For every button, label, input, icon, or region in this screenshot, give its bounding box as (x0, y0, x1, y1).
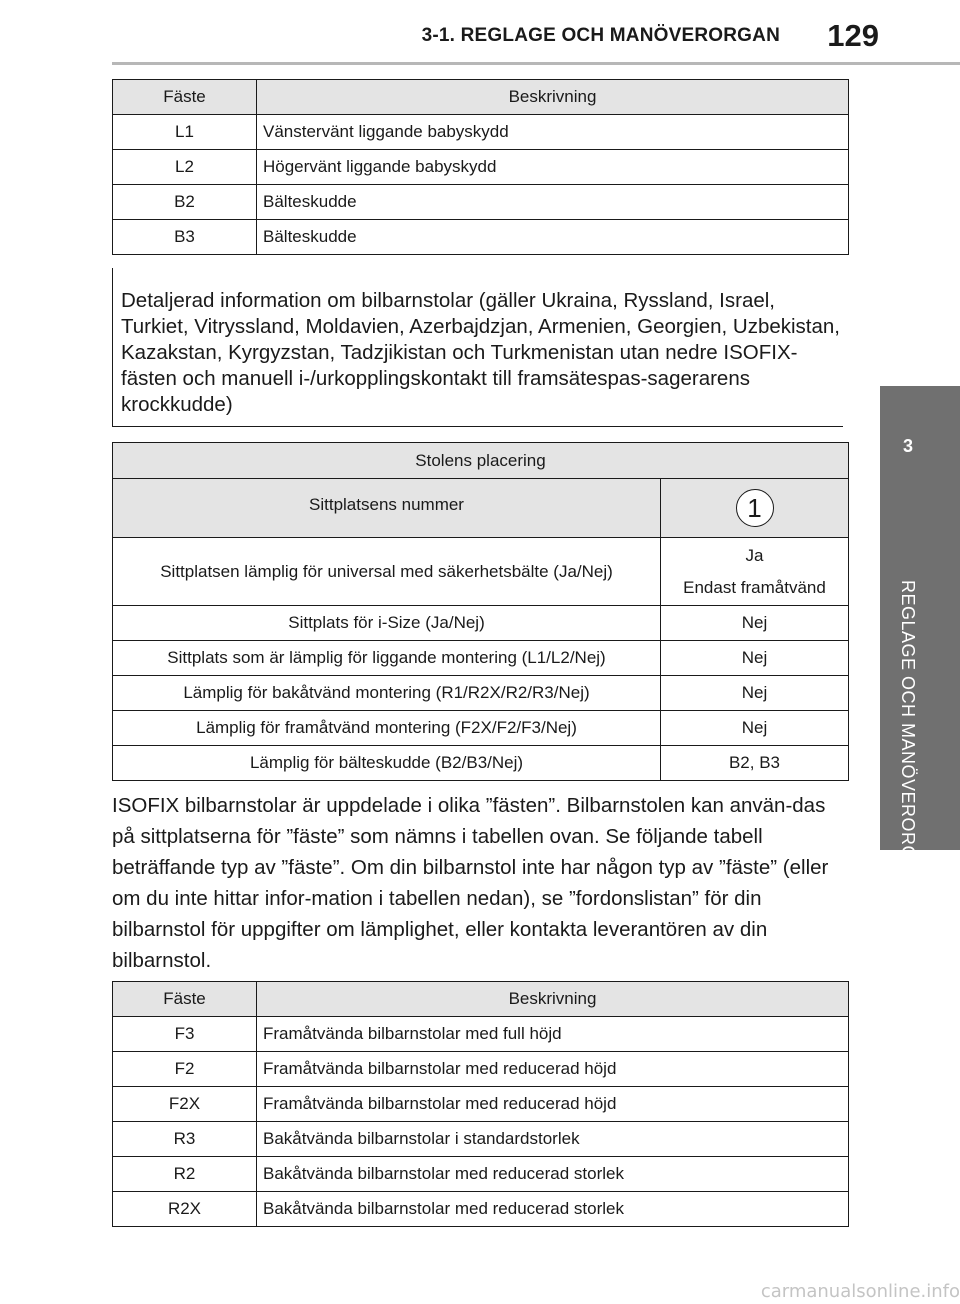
table-cell: Nej (661, 641, 849, 676)
seat-number-badge: 1 (736, 489, 774, 527)
page-header (0, 0, 960, 64)
watermark: carmanualsonline.info (760, 1281, 960, 1302)
table-cell: Lämplig för framåtvänd montering (F2X/F2/F3/Nej) (113, 711, 661, 746)
table-cell: Framåtvända bilbarnstolar med reducerad höjd (257, 1087, 849, 1122)
universal-value: Ja (745, 545, 764, 565)
table-cell: F2X (113, 1087, 257, 1122)
column-header: Beskrivning (257, 80, 849, 115)
page-number: 129 (827, 18, 879, 53)
table-row (113, 538, 849, 606)
table-header-row (113, 982, 849, 1017)
table-row (113, 479, 849, 538)
table-cell: Framåtvända bilbarnstolar med full höjd (257, 1017, 849, 1052)
table-cell: Nej (661, 606, 849, 641)
table-cell: Framåtvända bilbarnstolar med reducerad höjd (257, 1052, 849, 1087)
table-cell: R2X (113, 1192, 257, 1227)
table-row (113, 1087, 849, 1122)
table-row (113, 1017, 849, 1052)
seat-number-cell (661, 479, 849, 538)
table-cell: B2, B3 (661, 746, 849, 781)
table-cell: B3 (113, 220, 257, 255)
table-header-row (113, 80, 849, 115)
table-row (113, 1192, 849, 1227)
body-paragraph: ISOFIX bilbarnstolar är uppdelade i olika ”fästen”. Bilbarnstolen kan använ-das på sittplatserna för ”fäste” som nämns i tabellen ovan. Se följande tabell beträffande typ av ”fäste”. Om din bilbarnstol inte har någon typ av ”fäste” (eller om du inte hittar infor-mation i tabellen nedan), se ”fordonslistan” för din bilbarnstol för uppgifter om lämplighet, eller kontakta leverantören av din bilbarnstol. (112, 794, 829, 972)
table-cell: Sittplats för i-Size (Ja/Nej) (113, 606, 661, 641)
table-cell: Bakåtvända bilbarnstolar med reducerad storlek (257, 1157, 849, 1192)
table-cell: Bälteskudde (257, 220, 849, 255)
table-row (113, 220, 849, 255)
table-cell: R2 (113, 1157, 257, 1192)
table-cell: Lämplig för bälteskudde (B2/B3/Nej) (113, 746, 661, 781)
table-row (113, 185, 849, 220)
table-row (113, 746, 849, 781)
table-row (113, 443, 849, 479)
table-cell: Bälteskudde (257, 185, 849, 220)
table-cell: R3 (113, 1122, 257, 1157)
table-row (113, 641, 849, 676)
table-cell: Sittplatsen lämplig för universal med säkerhetsbälte (Ja/Nej) (113, 538, 661, 606)
column-header: Beskrivning (257, 982, 849, 1017)
table-cell: L1 (113, 115, 257, 150)
chapter-number: 3 (902, 436, 913, 456)
table-cell: Sittplats som är lämplig för liggande montering (L1/L2/Nej) (113, 641, 661, 676)
table-cell: Nej (661, 676, 849, 711)
seat-number-label: Sittplatsens nummer (113, 479, 661, 538)
table-cell: F2 (113, 1052, 257, 1087)
table-row (113, 676, 849, 711)
table-cell: B2 (113, 185, 257, 220)
table-cell: Nej (661, 711, 849, 746)
table-row (113, 1157, 849, 1192)
table-row (113, 711, 849, 746)
table-row (113, 150, 849, 185)
chapter-label: REGLAGE OCH MANÖVERORGAN (898, 580, 918, 887)
table-cell: Högervänt liggande babyskydd (257, 150, 849, 185)
seat-position-table (112, 442, 849, 781)
section-title: 3-1. REGLAGE OCH MANÖVERORGAN (421, 25, 780, 46)
table-cell: Vänstervänt liggande babyskydd (257, 115, 849, 150)
table-row (113, 115, 849, 150)
table-cell: L2 (113, 150, 257, 185)
table-row (113, 606, 849, 641)
table-cell: F3 (113, 1017, 257, 1052)
table-row (113, 1052, 849, 1087)
fixture-table-bottom (112, 981, 849, 1227)
info-box (112, 268, 843, 427)
table-cell (661, 538, 849, 606)
fixture-table-top (112, 79, 849, 255)
header-divider (112, 62, 960, 65)
table-cell: Bakåtvända bilbarnstolar i standardstorlek (257, 1122, 849, 1157)
universal-note: Endast framåtvänd (683, 577, 826, 597)
column-header: Fäste (113, 80, 257, 115)
table-cell: Lämplig för bakåtvänd montering (R1/R2X/R2/R3/Nej) (113, 676, 661, 711)
table-row (113, 1122, 849, 1157)
table-title-cell: Stolens placering (113, 443, 849, 479)
info-box-text: Detaljerad information om bilbarnstolar (gäller Ukraina, Ryssland, Israel, Turkiet, Vitryssland, Moldavien, Azerbajdzjan, Armenien, Georgien, Uzbekistan, Kazakstan, Kyrgyzstan, Tadzjikistan och Turkmenistan utan nedre ISOFIX-fästen och manuell i-/urkopplingskontakt till framsätespas-sagerarens krockkudde) (121, 289, 840, 416)
column-header: Fäste (113, 982, 257, 1017)
table-cell: Bakåtvända bilbarnstolar med reducerad storlek (257, 1192, 849, 1227)
